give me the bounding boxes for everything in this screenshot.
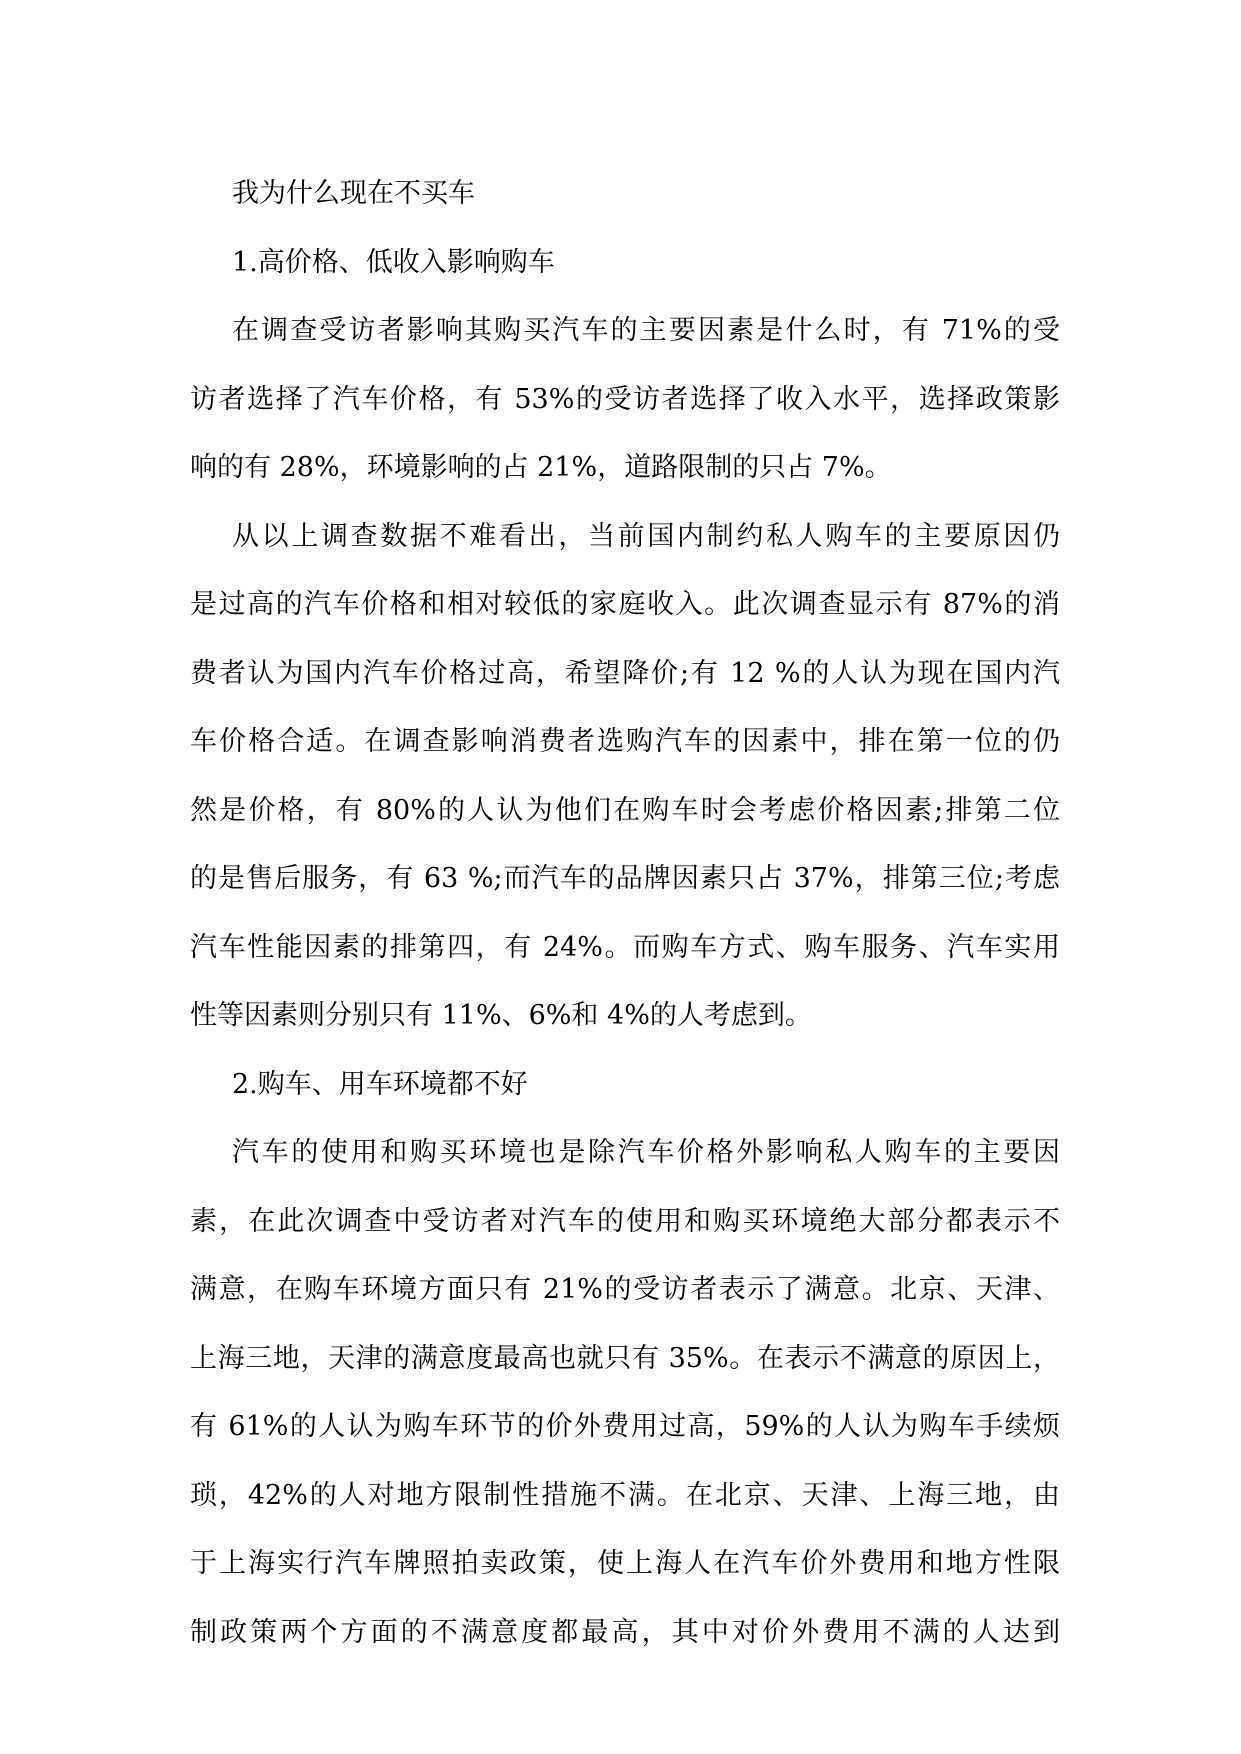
paragraph-line: 在调查受访者影响其购买汽车的主要因素是什么时，有 71%的受	[232, 315, 1060, 346]
paragraph-line: 车价格合适。在调查影响消费者选购汽车的因素中，排在第一位的仍	[190, 726, 1060, 757]
paragraph-line: 满意，在购车环境方面只有 21%的受访者表示了满意。北京、天津、	[190, 1274, 1060, 1305]
paragraph-line: 响的有 28%，环境影响的占 21%，道路限制的只占 7%。	[190, 452, 892, 483]
paragraph-line: 费者认为国内汽车价格过高，希望降价;有 12 %的人认为现在国内汽	[190, 657, 1060, 689]
document-title: 我为什么现在不买车	[232, 178, 475, 209]
paragraph-line: 是过高的汽车价格和相对较低的家庭收入。此次调查显示有 87%的消	[190, 589, 1060, 620]
paragraph-line: 汽车的使用和购买环境也是除汽车价格外影响私人购车的主要因	[232, 1137, 1060, 1168]
section-heading-1: 1.高价格、低收入影响购车	[232, 246, 555, 278]
paragraph-line: 有 61%的人认为购车环节的价外费用过高，59%的人认为购车手续烦	[190, 1411, 1060, 1442]
paragraph-line: 的是售后服务，有 63 %;而汽车的品牌因素只占 37%，排第三位;考虑	[190, 863, 1060, 894]
paragraph-line: 上海三地，天津的满意度最高也就只有 35%。在表示不满意的原因上，	[190, 1342, 1060, 1374]
paragraph-line: 于上海实行汽车牌照拍卖政策，使上海人在汽车价外费用和地方性限	[190, 1548, 1060, 1579]
paragraph-line: 性等因素则分别只有 11%、6%和 4%的人考虑到。	[190, 1000, 812, 1031]
paragraph-line: 琐，42%的人对地方限制性措施不满。在北京、天津、上海三地，由	[190, 1479, 1060, 1511]
document-body	[190, 160, 1060, 1667]
paragraph-line: 素，在此次调查中受访者对汽车的使用和购买环境绝大部分都表示不	[190, 1205, 1060, 1237]
paragraph-line: 从以上调查数据不难看出，当前国内制约私人购车的主要原因仍	[232, 520, 1060, 552]
paragraph-line: 汽车性能因素的排第四，有 24%。而购车方式、购车服务、汽车实用	[190, 931, 1060, 963]
section-heading-2: 2.购车、用车环境都不好	[232, 1068, 528, 1100]
paragraph-line: 制政策两个方面的不满意度都最高，其中对价外费用不满的人达到	[190, 1616, 1060, 1648]
paragraph-line: 访者选择了汽车价格，有 53%的受访者选择了收入水平，选择政策影	[190, 383, 1060, 415]
paragraph-line: 然是价格，有 80%的人认为他们在购车时会考虑价格因素;排第二位	[190, 794, 1060, 826]
